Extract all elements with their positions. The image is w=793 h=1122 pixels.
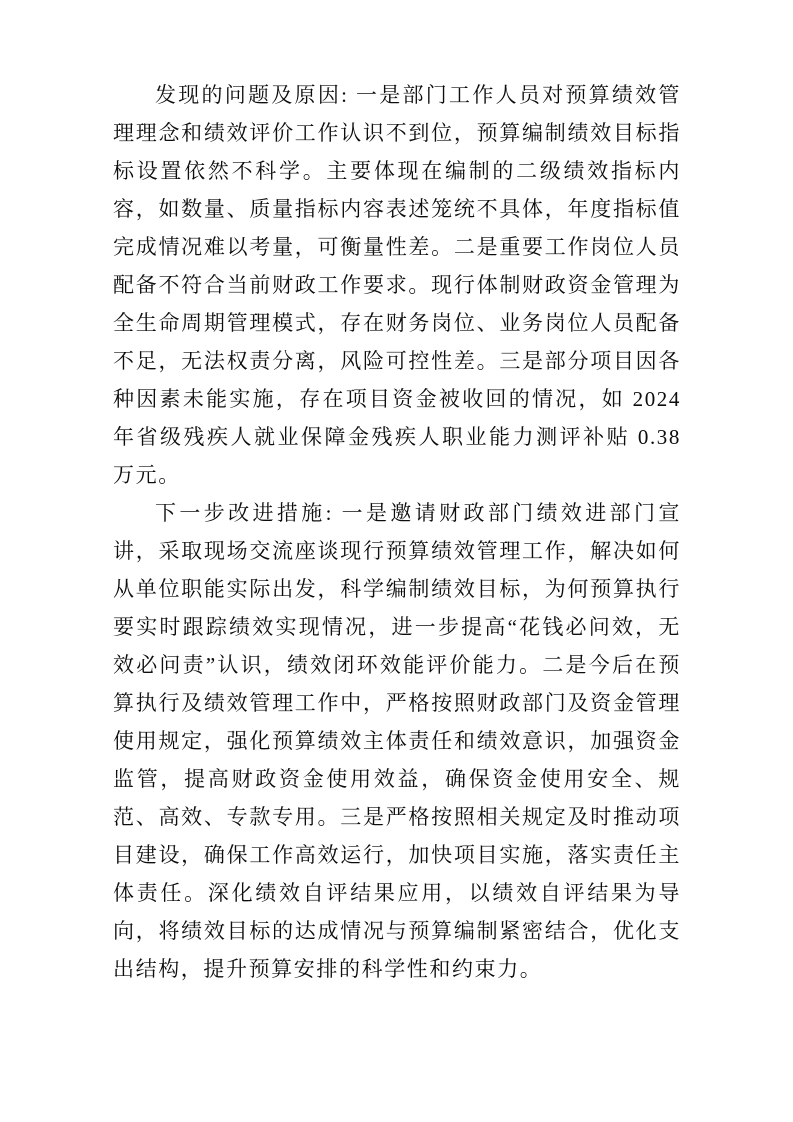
- paragraph-improvement-measures: 下一步改进措施: 一是邀请财政部门绩效进部门宣讲，采取现场交流座谈现行预算绩效管理工作，解决如何从单位职能实际出发，科学编制绩效目标，为何预算执行要实时跟踪绩效实现情况，进一步提高“花钱必问效，无效必问责”认识，绩效闭环效能评价能力。二是今后在预算执行及绩效管理工作中，严格按照财政部门及资金管理使用规定，强化预算绩效主体责任和绩效意识，加强资金监管，提高财政资金使用效益，确保资金使用安全、规范、高效、专款专用。三是严格按照相关规定及时推动项目建设，确保工作高效运行，加快项目实施，落实责任主体责任。深化绩效自评结果应用，以绩效自评结果为导向，将绩效目标的达成情况与预算编制紧密结合，优化支出结构，提升预算安排的科学性和约束力。: [113, 501, 681, 981]
- document-body: [113, 76, 681, 988]
- paragraph-problems-and-causes: 发现的问题及原因: 一是部门工作人员对预算绩效管理理念和绩效评价工作认识不到位，预算编制绩效目标指标设置依然不科学。主要体现在编制的二级绩效指标内容，如数量、质量指标内容表述笼统不具体，年度指标值完成情况难以考量，可衡量性差。二是重要工作岗位人员配备不符合当前财政工作要求。现行体制财政资金管理为全生命周期管理模式，存在财务岗位、业务岗位人员配备不足，无法权责分离，风险可控性差。三是部分项目因各种因素未能实施，存在项目资金被收回的情况，如 2024 年省级残疾人就业保障金残疾人职业能力测评补贴 0.38 万元。: [113, 83, 681, 487]
